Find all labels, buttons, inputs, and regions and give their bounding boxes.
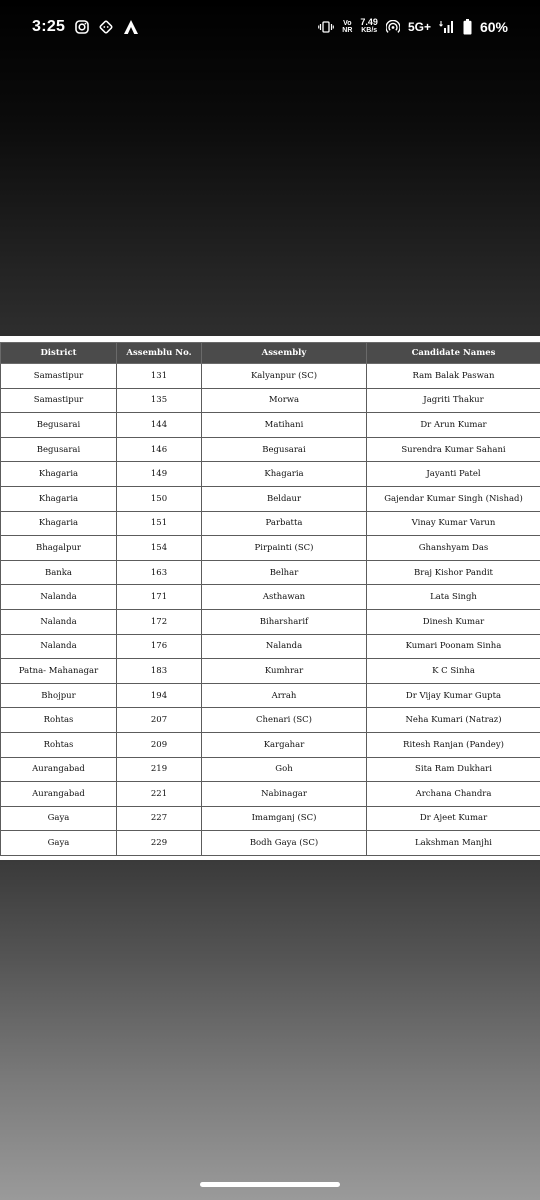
cell-assembly-no: 221	[117, 782, 202, 807]
cell-assembly: Belhar	[202, 560, 367, 585]
cell-assembly: Biharsharif	[202, 609, 367, 634]
home-gesture-bar[interactable]	[200, 1182, 340, 1187]
cell-candidate: K C Sinha	[367, 659, 540, 684]
cell-assembly: Pirpainti (SC)	[202, 536, 367, 561]
cell-district: Nalanda	[1, 585, 117, 610]
cell-assembly: Nabinagar	[202, 782, 367, 807]
status-bar-left	[32, 18, 139, 36]
table-row	[1, 560, 540, 585]
cell-assembly: Chenari (SC)	[202, 708, 367, 733]
table-row	[1, 708, 540, 733]
status-bar-right	[318, 18, 508, 35]
cell-assembly: Parbatta	[202, 511, 367, 536]
table-row	[1, 609, 540, 634]
table-row	[1, 388, 540, 413]
cell-assembly-no: 207	[117, 708, 202, 733]
cell-assembly: Begusarai	[202, 437, 367, 462]
cell-assembly: Kalyanpur (SC)	[202, 364, 367, 389]
cell-district: Gaya	[1, 831, 117, 856]
header-assembly-no: Assemblu No.	[117, 343, 202, 364]
table-row	[1, 437, 540, 462]
cell-candidate: Dr Arun Kumar	[367, 413, 540, 438]
header-candidate-names: Candidate Names	[367, 343, 540, 364]
cell-assembly-no: 154	[117, 536, 202, 561]
cell-assembly: Khagaria	[202, 462, 367, 487]
header-district: District	[1, 343, 117, 364]
cell-assembly-no: 163	[117, 560, 202, 585]
cell-assembly: Imamganj (SC)	[202, 806, 367, 831]
cell-candidate: Ram Balak Paswan	[367, 364, 540, 389]
network-speed-value: 7.49	[360, 17, 378, 27]
cell-assembly: Kumhrar	[202, 659, 367, 684]
cell-district: Nalanda	[1, 634, 117, 659]
table-row	[1, 486, 540, 511]
cell-candidate: Ghanshyam Das	[367, 536, 540, 561]
cell-district: Khagaria	[1, 486, 117, 511]
table-row	[1, 585, 540, 610]
app-a-icon	[123, 19, 139, 35]
cell-candidate: Neha Kumari (Natraz)	[367, 708, 540, 733]
table-header-row	[1, 343, 540, 364]
cell-assembly-no: 227	[117, 806, 202, 831]
cell-district: Begusarai	[1, 437, 117, 462]
dice-icon	[99, 20, 113, 34]
cell-assembly-no: 151	[117, 511, 202, 536]
cell-district: Khagaria	[1, 511, 117, 536]
cell-assembly: Bodh Gaya (SC)	[202, 831, 367, 856]
cell-candidate: Sita Ram Dukhari	[367, 757, 540, 782]
cell-assembly: Arrah	[202, 683, 367, 708]
cell-candidate: Archana Chandra	[367, 782, 540, 807]
cell-district: Bhagalpur	[1, 536, 117, 561]
cell-district: Gaya	[1, 806, 117, 831]
cell-assembly: Matihani	[202, 413, 367, 438]
cell-assembly: Kargahar	[202, 732, 367, 757]
cell-candidate: Kumari Poonam Sinha	[367, 634, 540, 659]
instagram-icon	[75, 20, 89, 34]
volte-indicator	[342, 20, 352, 34]
cell-assembly: Morwa	[202, 388, 367, 413]
cell-assembly-no: 209	[117, 732, 202, 757]
cell-district: Patna- Mahanagar	[1, 659, 117, 684]
cell-assembly-no: 219	[117, 757, 202, 782]
cell-assembly-no: 172	[117, 609, 202, 634]
candidate-list-image	[0, 336, 540, 860]
status-time: 3:25	[32, 18, 66, 35]
table-row	[1, 364, 540, 389]
cell-district: Samastipur	[1, 364, 117, 389]
cell-candidate: Ritesh Ranjan (Pandey)	[367, 732, 540, 757]
cell-district: Aurangabad	[1, 782, 117, 807]
cell-assembly-no: 171	[117, 585, 202, 610]
cell-district: Samastipur	[1, 388, 117, 413]
table-row	[1, 511, 540, 536]
volte-top: Vo	[343, 19, 352, 27]
cell-candidate: Jagriti Thakur	[367, 388, 540, 413]
cell-assembly: Nalanda	[202, 634, 367, 659]
cell-candidate: Gajendar Kumar Singh (Nishad)	[367, 486, 540, 511]
volte-bottom: NR	[342, 26, 353, 34]
cell-candidate: Lata Singh	[367, 585, 540, 610]
cell-district: Begusarai	[1, 413, 117, 438]
hotspot-icon	[386, 20, 400, 34]
table-row	[1, 683, 540, 708]
cell-assembly: Beldaur	[202, 486, 367, 511]
cell-assembly-no: 176	[117, 634, 202, 659]
cell-candidate: Surendra Kumar Sahani	[367, 437, 540, 462]
network-speed	[360, 18, 378, 35]
cell-assembly-no: 146	[117, 437, 202, 462]
cell-assembly: Goh	[202, 757, 367, 782]
table-row	[1, 806, 540, 831]
table-row	[1, 757, 540, 782]
table-row	[1, 659, 540, 684]
table-row	[1, 536, 540, 561]
battery-percent: 60%	[479, 18, 508, 35]
cell-assembly-no: 229	[117, 831, 202, 856]
cell-candidate: Dinesh Kumar	[367, 609, 540, 634]
cell-assembly-no: 194	[117, 683, 202, 708]
table-row	[1, 782, 540, 807]
cell-assembly-no: 144	[117, 413, 202, 438]
cell-candidate: Jayanti Patel	[367, 462, 540, 487]
network-speed-unit: KB/s	[361, 27, 378, 34]
cell-assembly-no: 131	[117, 364, 202, 389]
signal-icon	[439, 20, 455, 33]
cell-candidate: Dr Vijay Kumar Gupta	[367, 683, 540, 708]
cell-assembly-no: 135	[117, 388, 202, 413]
cell-candidate: Braj Kishor Pandit	[367, 560, 540, 585]
cell-district: Banka	[1, 560, 117, 585]
table-row	[1, 831, 540, 856]
table-row	[1, 413, 540, 438]
network-type: 5G+	[407, 19, 431, 34]
vibrate-icon	[318, 21, 334, 33]
table-row	[1, 732, 540, 757]
battery-icon	[463, 19, 472, 35]
status-bar	[0, 0, 540, 58]
cell-candidate: Vinay Kumar Varun	[367, 511, 540, 536]
cell-candidate: Dr Ajeet Kumar	[367, 806, 540, 831]
cell-district: Nalanda	[1, 609, 117, 634]
table-row	[1, 634, 540, 659]
cell-assembly-no: 150	[117, 486, 202, 511]
cell-district: Rohtas	[1, 732, 117, 757]
header-assembly: Assembly	[202, 343, 367, 364]
cell-assembly-no: 183	[117, 659, 202, 684]
cell-candidate: Lakshman Manjhi	[367, 831, 540, 856]
table-row	[1, 462, 540, 487]
cell-district: Khagaria	[1, 462, 117, 487]
cell-assembly: Asthawan	[202, 585, 367, 610]
cell-district: Aurangabad	[1, 757, 117, 782]
cell-district: Rohtas	[1, 708, 117, 733]
candidate-table	[0, 342, 540, 856]
cell-assembly-no: 149	[117, 462, 202, 487]
cell-district: Bhojpur	[1, 683, 117, 708]
